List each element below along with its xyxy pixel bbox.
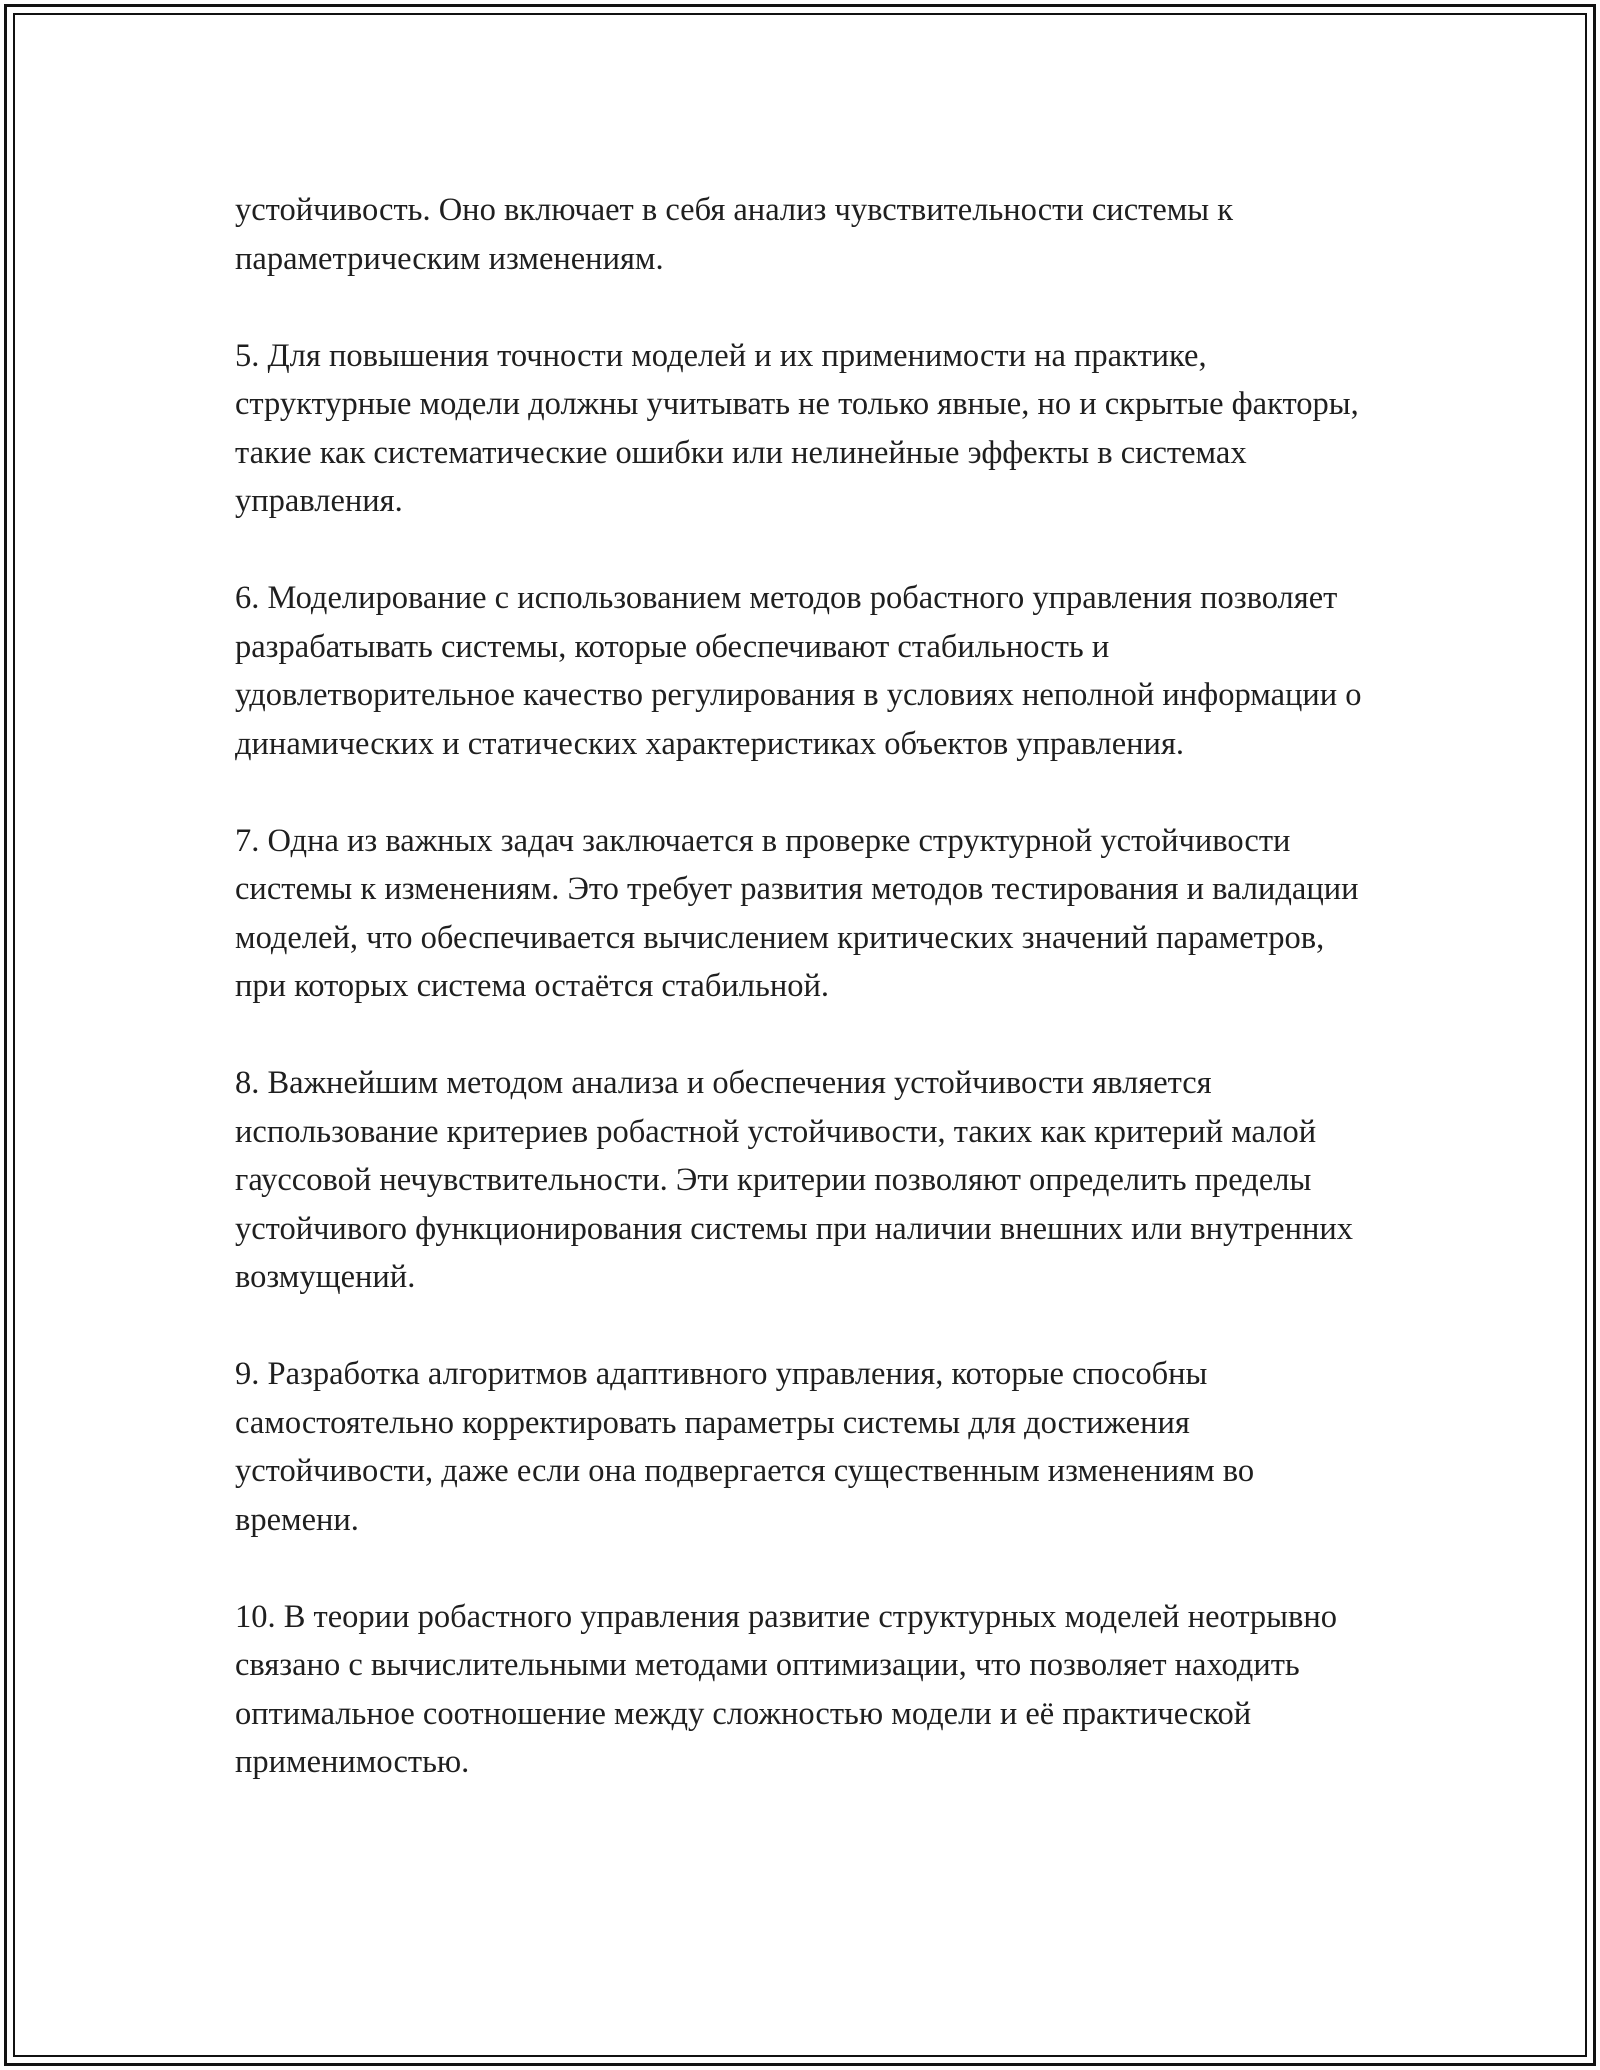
paragraph-item-8: 8. Важнейшим методом анализа и обеспечения устойчивости является использование критериев робастной устойчивости, таких как критерий малой гауссовой нечувствительности. Эти критерии позволяют определить пределы устойчивого функционирования системы при наличии внешних или внутренних возмущений. — [235, 1065, 1353, 1295]
paragraph-item-10: 10. В теории робастного управления развитие структурных моделей неотрывно связано с вычислительными методами оптимизации, что позволяет находить оптимальное соотношение между сложностью модели и её практической применимостью. — [235, 1598, 1338, 1780]
paragraph-item-5: 5. Для повышения точности моделей и их применимости на практике, структурные модели должны учитывать не только явные, но и скрытые факторы, такие как систематические ошибки или нелинейные эффекты в системах управления. — [235, 337, 1359, 519]
paragraph-continuation: устойчивость. Оно включает в себя анализ чувствительности системы к параметрическим изменениям. — [235, 192, 1234, 277]
document-body — [235, 186, 1375, 1787]
paragraph-item-7: 7. Одна из важных задач заключается в проверке структурной устойчивости системы к изменениям. Это требует развития методов тестирования и валидации моделей, что обеспечивается вычислением критических значений параметров, при которых система остаётся стабильной. — [235, 822, 1359, 1004]
paragraph-item-9: 9. Разработка алгоритмов адаптивного управления, которые способны самостоятельно корректировать параметры системы для достижения устойчивости, даже если она подвергается существенным изменениям во времени. — [235, 1356, 1255, 1538]
paragraph-item-6: 6. Моделирование с использованием методов робастного управления позволяет разрабатывать системы, которые обеспечивают стабильность и удовлетворительное качество регулирования в условиях неполной информации о динамических и статических характеристиках объектов управления. — [235, 580, 1362, 762]
